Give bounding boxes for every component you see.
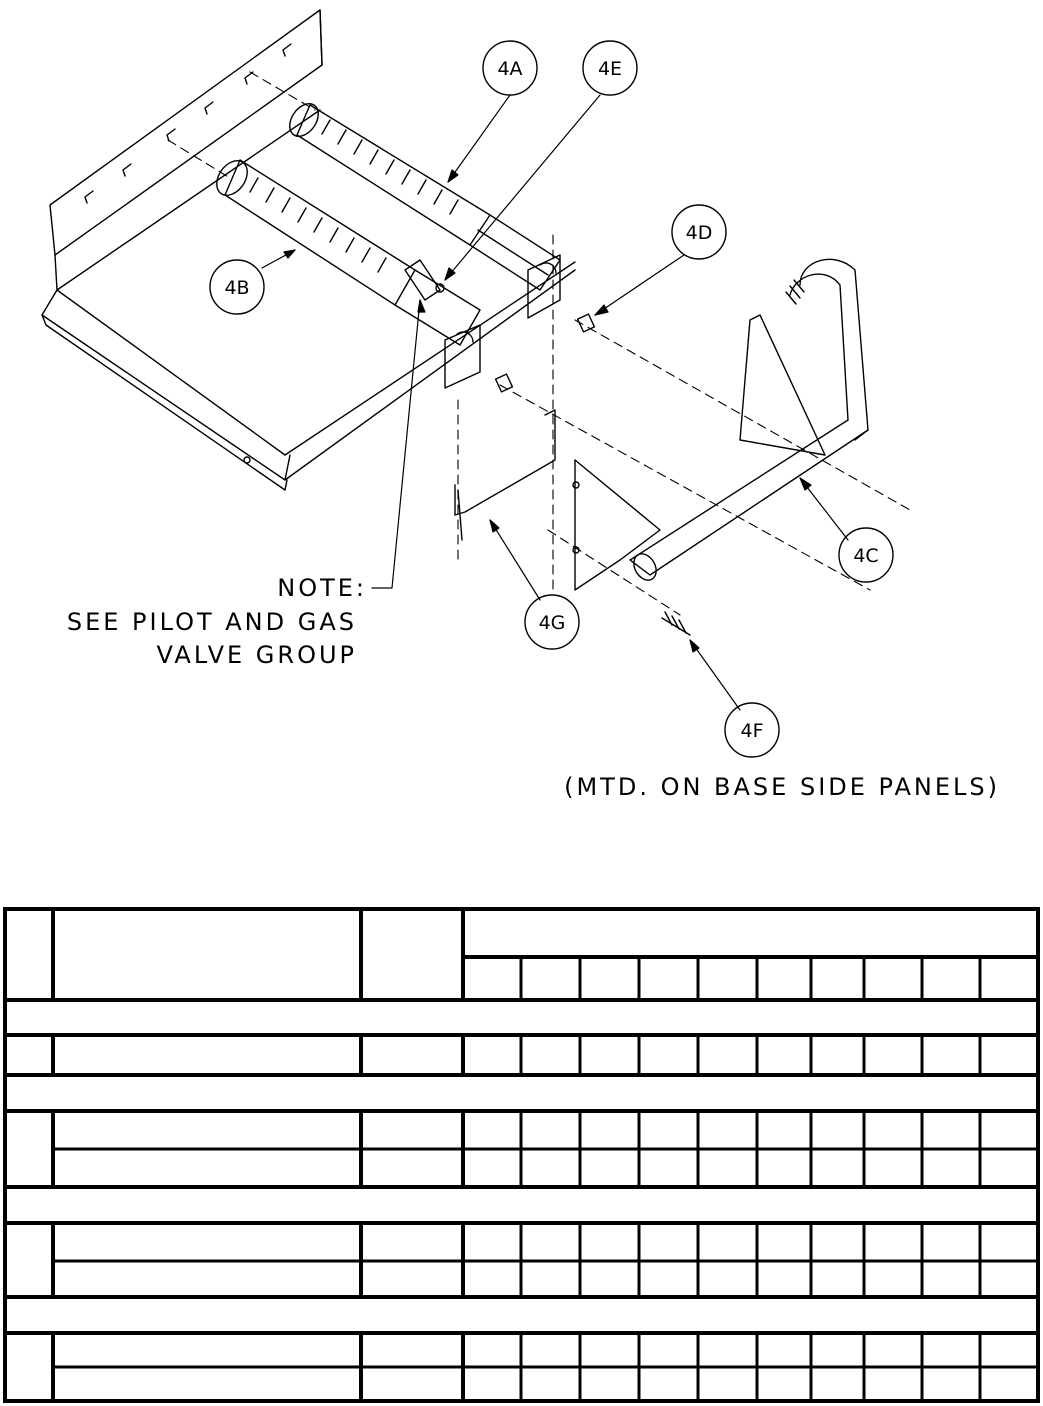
- callout-4c-label: 4C: [853, 545, 879, 567]
- note-line-3: VALVE GROUP: [156, 641, 357, 669]
- burner-base-panel: [42, 10, 575, 490]
- screw-4f: [662, 612, 690, 635]
- callout-4d: [672, 205, 726, 259]
- callout-4a: [483, 41, 537, 95]
- callout-4a-label: 4A: [497, 58, 523, 80]
- mount-note: (MTD. ON BASE SIDE PANELS): [564, 773, 1000, 801]
- callout-4c: [839, 528, 893, 582]
- burner-4a: [284, 98, 560, 290]
- callout-4d-label: 4D: [685, 222, 713, 244]
- callout-4f: [725, 703, 779, 757]
- orifices-4d: [496, 314, 595, 392]
- note-line-1: NOTE:: [277, 574, 367, 602]
- callout-4e-label: 4E: [597, 58, 623, 80]
- bracket-4g: [455, 410, 555, 540]
- alignment-lines: [168, 72, 910, 615]
- pilot-note: [67, 574, 367, 669]
- callout-4g: [525, 595, 579, 649]
- note-line-2: SEE PILOT AND GAS: [66, 608, 357, 636]
- callout-4b-label: 4B: [224, 277, 250, 299]
- callout-4f-label: 4F: [740, 720, 764, 742]
- callout-4g-label: 4G: [538, 612, 566, 634]
- parts-list-table: [3, 907, 1040, 1403]
- burner-clips: [445, 255, 560, 388]
- callout-4b: [210, 260, 264, 314]
- manifold-4c: [573, 259, 868, 590]
- callout-4e: [583, 41, 637, 95]
- pilot-bracket: [405, 260, 444, 300]
